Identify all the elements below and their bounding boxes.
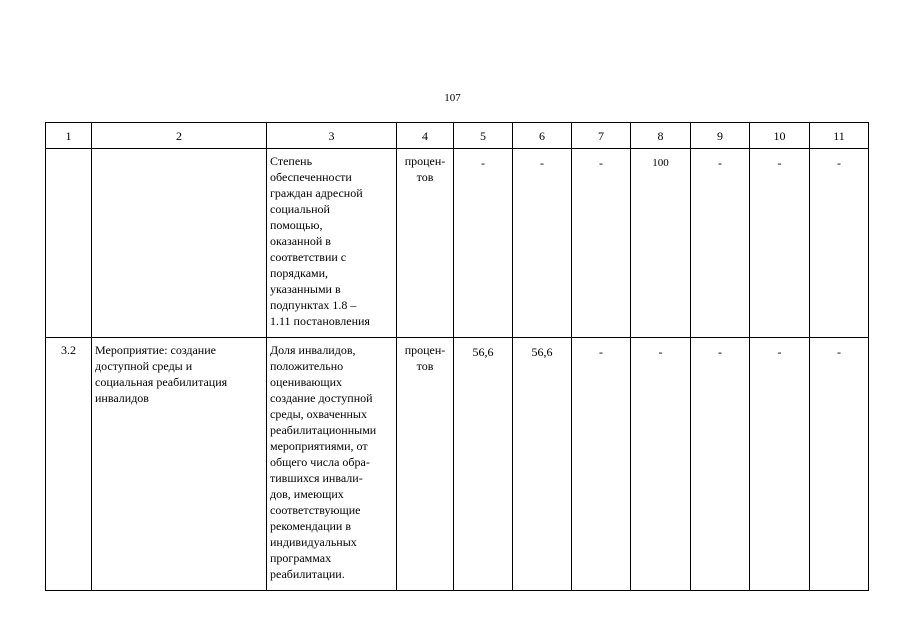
column-header-3: 3 [267, 123, 397, 149]
column-header-7: 7 [572, 123, 631, 149]
indicator-line: оказанной в [270, 234, 331, 248]
column-header-5: 5 [454, 123, 513, 149]
indicator-line: подпунктах 1.8 – [270, 298, 357, 312]
indicator-line: индивидуальных [270, 535, 357, 549]
indicator-line: Степень [270, 154, 313, 168]
value-cell-8: - [631, 338, 691, 591]
indicator-line: программах [270, 551, 332, 565]
unit-cell [397, 338, 454, 591]
value-cell-5: - [454, 149, 513, 338]
column-header-9: 9 [691, 123, 750, 149]
indicator-line: положительно [270, 359, 344, 373]
row-number-cell: 3.2 [46, 338, 92, 591]
unit-line: процен- [404, 154, 446, 168]
value-cell-6: - [513, 149, 572, 338]
indicator-line: тившихся инвали- [270, 471, 363, 485]
measure-line: социальная реабилитация [95, 375, 228, 389]
indicator-line: среды, охваченных [270, 407, 367, 421]
row-number-cell [46, 149, 92, 338]
column-header-4: 4 [397, 123, 454, 149]
column-header-1: 1 [46, 123, 92, 149]
value-cell-7: - [572, 338, 631, 591]
measure-line: инвалидов [95, 391, 149, 405]
indicator-line: порядками, [270, 266, 329, 280]
indicator-line: реабилитации. [270, 567, 345, 581]
table-row [46, 149, 869, 338]
unit-line: тов [416, 359, 434, 373]
indicator-cell [267, 149, 397, 338]
measure-cell [92, 149, 267, 338]
indicator-line: реабилитационными [270, 423, 377, 437]
measure-cell [92, 338, 267, 591]
indicator-line: общего числа обра- [270, 455, 370, 469]
indicator-cell [267, 338, 397, 591]
column-header-2: 2 [92, 123, 267, 149]
indicator-line: указанными в [270, 282, 341, 296]
unit-line: тов [416, 170, 434, 184]
value-cell-5: 56,6 [454, 338, 513, 591]
value-cell-10: - [750, 149, 810, 338]
indicator-line: помощью, [270, 218, 323, 232]
column-header-6: 6 [513, 123, 572, 149]
indicator-line: 1.11 постановления [270, 314, 370, 328]
indicator-line: обеспеченности [270, 170, 352, 184]
value-cell-9: - [691, 149, 750, 338]
page-number: 107 [444, 92, 461, 104]
value-cell-9: - [691, 338, 750, 591]
indicator-line: оценивающих [270, 375, 343, 389]
value-cell-6: 56,6 [513, 338, 572, 591]
indicator-line: дов, имеющих [270, 487, 344, 501]
value-cell-10: - [750, 338, 810, 591]
value-cell-8: 100 [631, 149, 691, 338]
measure-line: доступной среды и [95, 359, 193, 373]
column-header-11: 11 [810, 123, 869, 149]
unit-line: процен- [404, 343, 446, 357]
indicator-line: рекомендации в [270, 519, 352, 533]
measure-line: Мероприятие: создание [95, 343, 216, 357]
indicators-table [45, 122, 869, 591]
indicator-line: мероприятиями, от [270, 439, 368, 453]
indicator-line: социальной [270, 202, 330, 216]
indicator-line: Доля инвалидов, [270, 343, 356, 357]
indicator-line: соответствующие [270, 503, 361, 517]
value-cell-11: - [810, 338, 869, 591]
value-cell-7: - [572, 149, 631, 338]
indicator-line: создание доступной [270, 391, 373, 405]
indicator-line: граждан адресной [270, 186, 363, 200]
header-row [46, 123, 869, 149]
value-cell-11: - [810, 149, 869, 338]
unit-cell [397, 149, 454, 338]
table-row [46, 338, 869, 591]
column-header-10: 10 [750, 123, 810, 149]
column-header-8: 8 [631, 123, 691, 149]
indicator-line: соответствии с [270, 250, 347, 264]
